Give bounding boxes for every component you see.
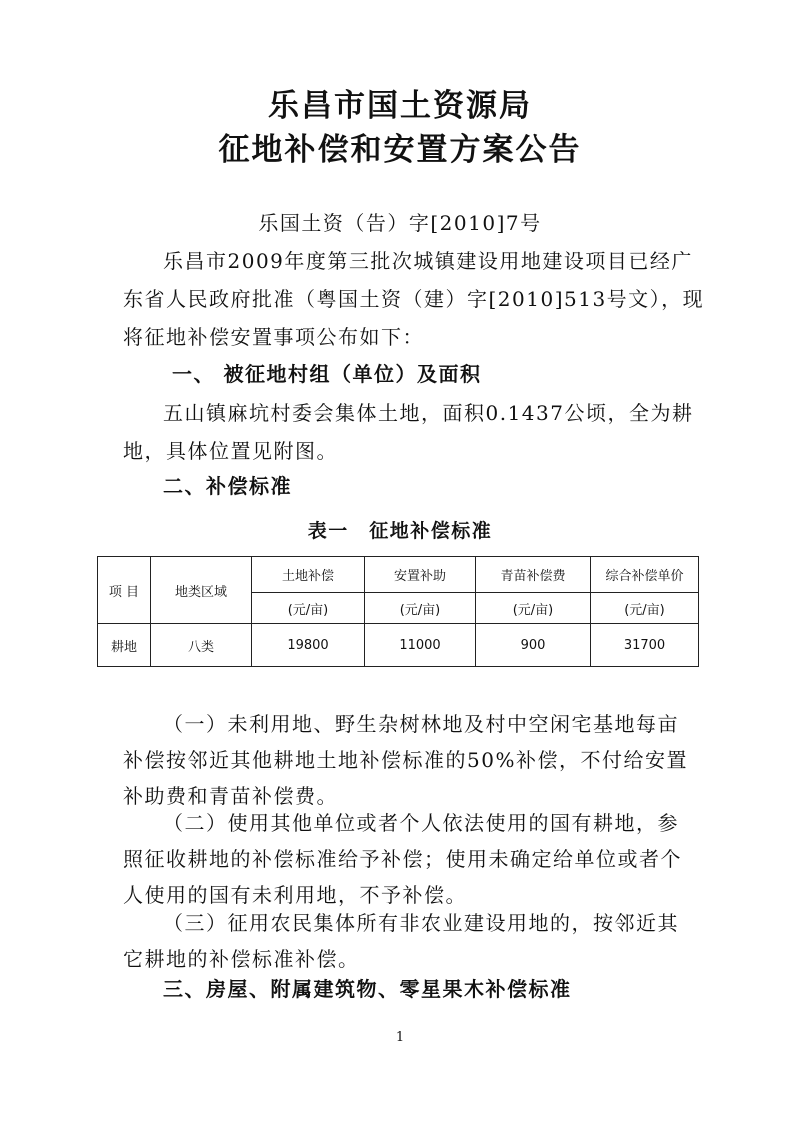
header-region: 地类区域 [151,557,252,624]
cell-crop: 900 [476,624,591,667]
note2-line-3: 人使用的国有未利用地，不予补偿。 [123,883,467,907]
cell-resettle: 11000 [365,624,476,667]
section3-heading: 三、房屋、附属建筑物、零星果木补偿标准 [163,977,572,1001]
section1-line-2: 地，具体位置见附图。 [123,439,338,463]
note1-line-2: 补偿按邻近其他耕地土地补偿标准的50%补偿，不付给安置 [123,748,688,772]
header-item: 项 目 [98,557,151,624]
cell-region: 八类 [151,624,252,667]
section2-heading: 二、补偿标准 [163,474,292,498]
title-line-2: 征地补偿和安置方案公告 [218,132,582,168]
unit-resettle: (元/亩) [365,593,476,624]
note2-line-1: （二）使用其他单位或者个人依法使用的国有耕地，参 [163,811,679,835]
header-land: 土地补偿 [252,557,365,593]
header-resettle: 安置补助 [365,557,476,593]
section1-line-1: 五山镇麻坑村委会集体土地，面积0.1437公顷，全为耕 [163,401,694,425]
cell-item: 耕地 [98,624,151,667]
note1-line-3: 补助费和青苗补偿费。 [123,784,338,808]
compensation-table [97,556,699,667]
table-row [98,624,699,667]
unit-crop: (元/亩) [476,593,591,624]
note3-line-1: （三）征用农民集体所有非农业建设用地的，按邻近其 [163,911,679,935]
intro-line-3: 将征地补偿安置事项公布如下： [123,325,424,349]
doc-number: 乐国土资（告）字[2010]7号 [258,211,542,235]
cell-land: 19800 [252,624,365,667]
table-caption: 表一 征地补偿标准 [307,520,493,542]
section1-heading: 一、 被征地村组（单位）及面积 [172,362,482,386]
note2-line-2: 照征收耕地的补偿标准给予补偿；使用未确定给单位或者个 [123,847,682,871]
header-crop: 青苗补偿费 [476,557,591,593]
header-total: 综合补偿单价 [591,557,699,593]
title-line-1: 乐昌市国土资源局 [268,88,532,124]
unit-total: (元/亩) [591,593,699,624]
intro-line-1: 乐昌市2009年度第三批次城镇建设用地建设项目已经广 [163,249,693,273]
cell-total: 31700 [591,624,699,667]
note1-line-1: （一）未利用地、野生杂树林地及村中空闲宅基地每亩 [163,712,679,736]
page-number: 1 [395,1030,405,1045]
note3-line-2: 它耕地的补偿标准补偿。 [123,947,360,971]
unit-land: (元/亩) [252,593,365,624]
intro-line-2: 东省人民政府批准（粤国土资（建）字[2010]513号文），现 [123,287,705,311]
